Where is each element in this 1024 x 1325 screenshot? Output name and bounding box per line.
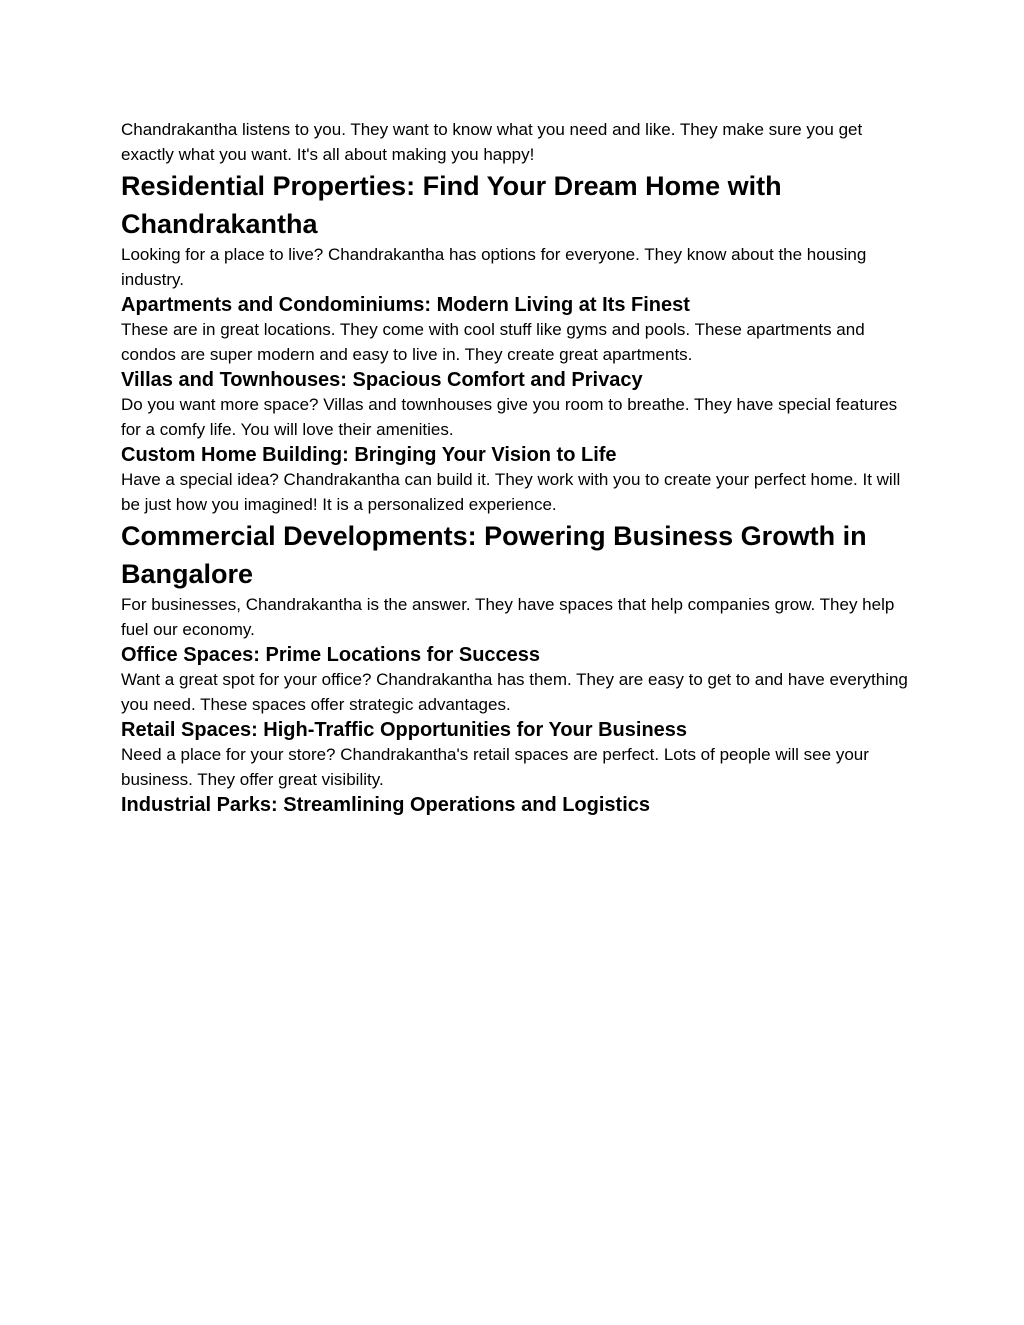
villas-paragraph: Do you want more space? Villas and townhouses give you room to breathe. They have special features for a comfy life. You will love their amenities. <box>121 395 898 439</box>
commercial-heading: Commercial Developments: Powering Business Growth in Bangalore <box>121 521 867 589</box>
industrial-parks-heading: Industrial Parks: Streamlining Operations and Logistics <box>121 794 651 816</box>
retail-spaces-heading: Retail Spaces: High-Traffic Opportunities for Your Business <box>121 719 688 741</box>
document-page <box>121 118 911 818</box>
office-spaces-heading: Office Spaces: Prime Locations for Success <box>121 644 541 666</box>
intro-paragraph: Chandrakantha listens to you. They want to know what you need and like. They make sure you get exactly what you want. It's all about making you happy! <box>121 120 863 164</box>
custom-home-paragraph: Have a special idea? Chandrakantha can build it. They work with you to create your perfect home. It will be just how you imagined! It is a personalized experience. <box>121 470 901 514</box>
commercial-section <box>121 517 911 818</box>
villas-heading: Villas and Townhouses: Spacious Comfort and Privacy <box>121 369 643 391</box>
retail-spaces-paragraph: Need a place for your store? Chandrakantha's retail spaces are perfect. Lots of people will see your business. They offer great visibility. <box>121 745 869 789</box>
office-spaces-paragraph: Want a great spot for your office? Chandrakantha has them. They are easy to get to and have everything you need. These spaces offer strategic advantages. <box>121 670 908 714</box>
residential-heading: Residential Properties: Find Your Dream Home with Chandrakantha <box>121 171 782 239</box>
apartments-paragraph: These are in great locations. They come with cool stuff like gyms and pools. These apartments and condos are super modern and easy to live in. They create great apartments. <box>121 320 865 364</box>
commercial-paragraph: For businesses, Chandrakantha is the answer. They have spaces that help companies grow. They help fuel our economy. <box>121 595 895 639</box>
residential-paragraph: Looking for a place to live? Chandrakantha has options for everyone. They know about the housing industry. <box>121 245 867 289</box>
residential-section <box>121 167 911 517</box>
apartments-heading: Apartments and Condominiums: Modern Living at Its Finest <box>121 294 690 316</box>
custom-home-heading: Custom Home Building: Bringing Your Vision to Life <box>121 444 617 466</box>
